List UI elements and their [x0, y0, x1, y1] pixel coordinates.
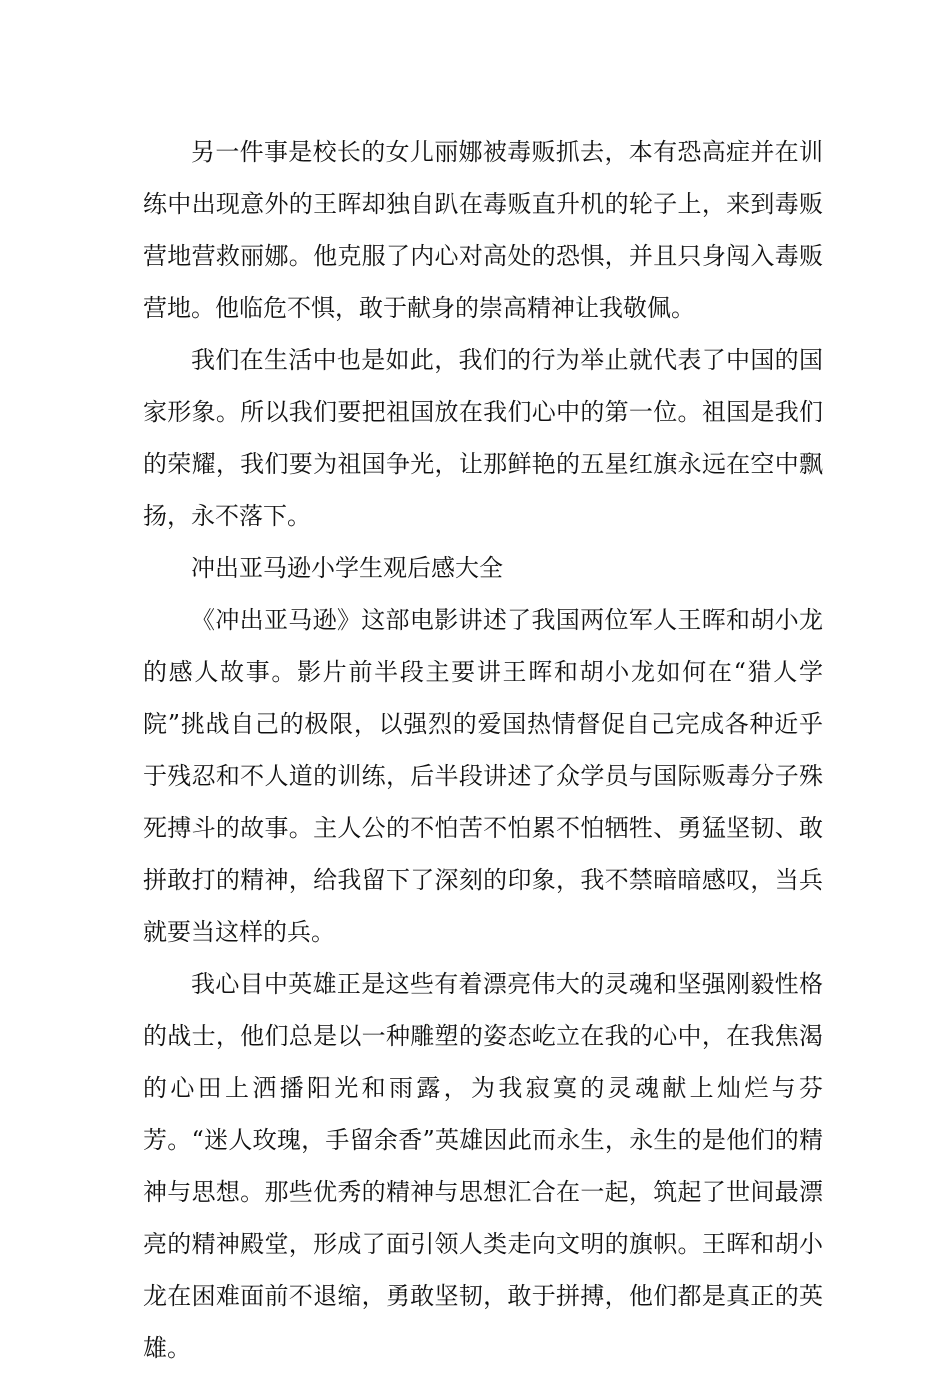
- paragraph-patriotism: 我们在生活中也是如此，我们的行为举止就代表了中国的国家形象。所以我们要把祖国放在我们心中的第一位。祖国是我们的荣耀，我们要为祖国争光，让那鲜艳的五星红旗永远在空中飘扬，永不落下。: [143, 346, 823, 530]
- paragraph-rescue: 另一件事是校长的女儿丽娜被毒贩抓去，本有恐高症并在训练中出现意外的王晖却独自趴在毒贩直升机的轮子上，来到毒贩营地营救丽娜。他克服了内心对高处的恐惧，并且只身闯入毒贩营地。他临危不惧，敢于献身的崇高精神让我敬佩。: [143, 138, 823, 322]
- document-body: [143, 126, 823, 1374]
- section-heading: 冲出亚马逊小学生观后感大全: [191, 554, 503, 582]
- paragraph-film-summary: 《冲出亚马逊》这部电影讲述了我国两位军人王晖和胡小龙的感人故事。影片前半段主要讲王晖和胡小龙如何在“猎人学院”挑战自己的极限，以强烈的爱国热情督促自己完成各种近乎于残忍和不人道的训练，后半段讲述了众学员与国际贩毒分子殊死搏斗的故事。主人公的不怕苦不怕累不怕牺牲、勇猛坚韧、敢拼敢打的精神，给我留下了深刻的印象，我不禁暗暗感叹，当兵就要当这样的兵。: [143, 606, 823, 946]
- paragraph-heroes: 我心目中英雄正是这些有着漂亮伟大的灵魂和坚强刚毅性格的战士，他们总是以一种雕塑的姿态屹立在我的心中，在我焦渴的心田上洒播阳光和雨露，为我寂寞的灵魂献上灿烂与芬芳。“迷人玫瑰，手留余香”英雄因此而永生，永生的是他们的精神与思想。那些优秀的精神与思想汇合在一起，筑起了世间最漂亮的精神殿堂，形成了面引领人类走向文明的旗帜。王晖和胡小龙在困难面前不退缩，勇敢坚韧，敢于拼搏，他们都是真正的英雄。: [143, 970, 823, 1362]
